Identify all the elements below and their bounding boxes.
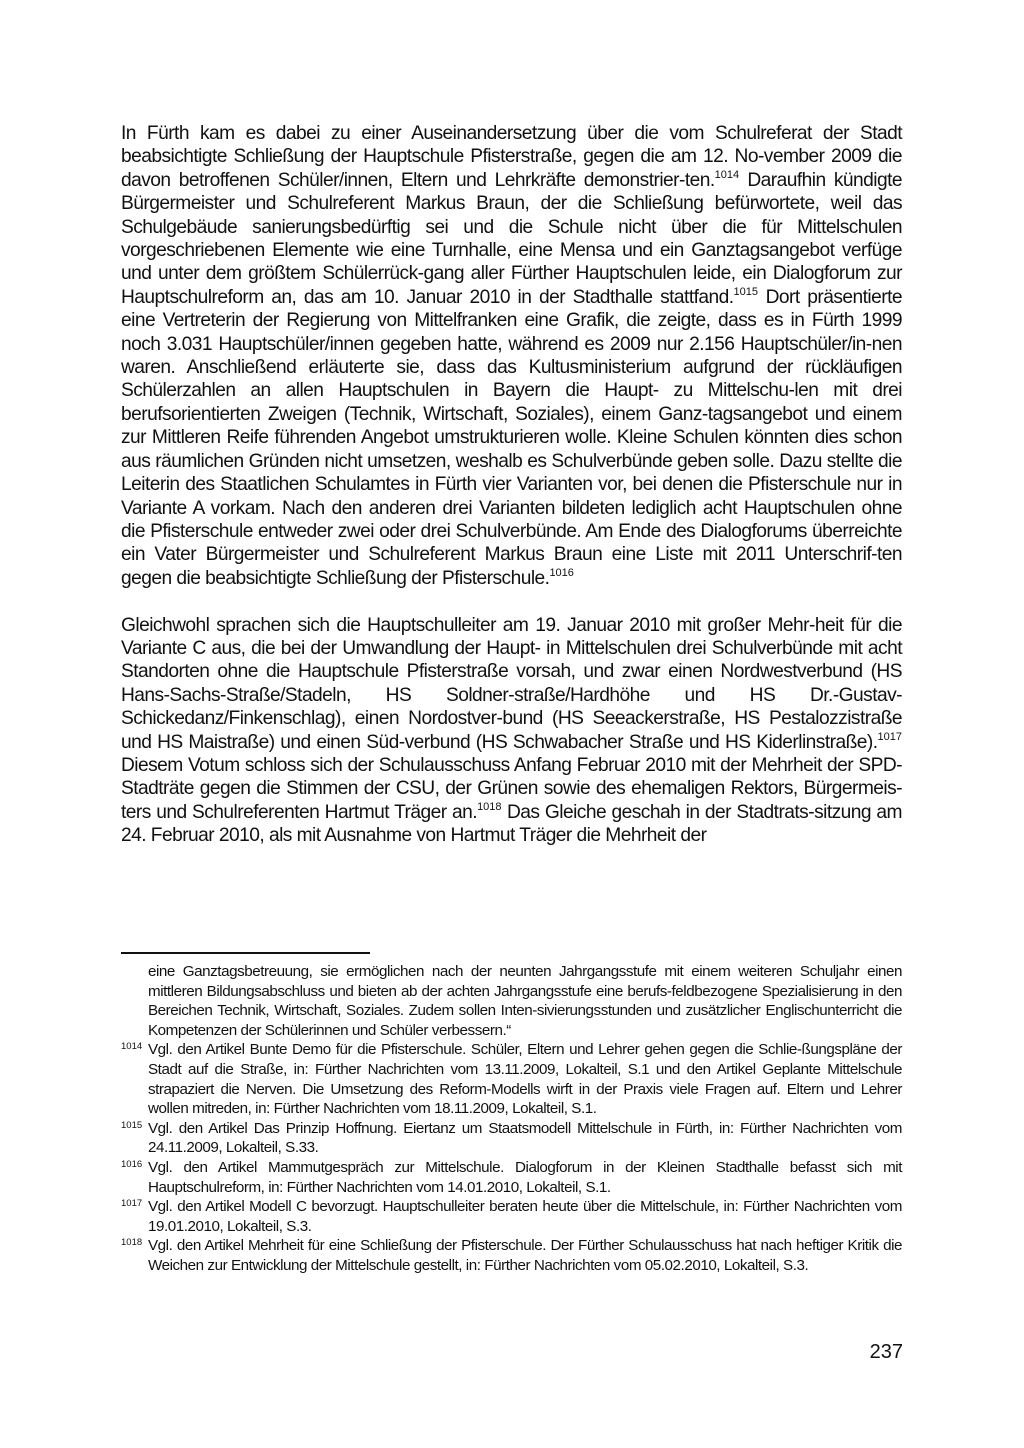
- footnote-number: 1018: [121, 1237, 143, 1249]
- paragraph-text: Dort präsentierte eine Vertreterin der Regierung von Mittelfranken eine Grafik, die zeigte, dass es in Fürth 1999 noch 3.031 Hauptschüler/innen gegeben hatte, während es 2009 nur 2.156 Hauptschüler/in-nen waren. Anschließend erläuterte sie, dass das Kultusministerium aufgrund der rückläufigen Schülerzahlen an allen Hauptschulen in Bayern die Haupt- zu Mittelschu-len mit drei berufsorientierten Zweigen (Technik, Wirtschaft, Soziales), einem Ganz-tagsangebot und einem zur Mittleren Reife führenden Angebot umstrukturieren wolle. Kleine Schulen könnten dies schon aus räumlichen Gründen nicht umsetzen, weshalb es Schulverbünde geben solle. Dazu stellte die Leiterin des Staatlichen Schulamtes in Fürth vier Varianten vor, bei denen die Pfisterschule nur in Variante A vorkam. Nach den anderen drei Varianten bildeten lediglich acht Hauptschulen ohne die Pfisterschule entweder zwei oder drei Schulverbünde. Am Ende des Dialogforums überreichte ein Vater Bürgermeister und Schulreferent Markus Braun eine Liste mit 2011 Unterschrif-ten gegen die beabsichtigte Schließung der Pfisterschule.: [121, 286, 902, 589]
- footnote-continuation: [121, 962, 902, 1040]
- footnote-1014: [121, 1040, 902, 1118]
- footnote-text: Vgl. den Artikel Bunte Demo für die Pfisterschule. Schüler, Eltern und Lehrer gehen gegen die Schlie-ßungspläne der Stadt auf die Straße, in: Fürther Nachrichten vom 13.11.2009, Lokalteil, S.1 und den Artikel Geplante Mittelschule strapaziert die Nerven. Die Umsetzung des Reform-Modells wirft in der Praxis viele Fragen auf. Eltern und Lehrer wollen mitreden, in: Fürther Nachrichten vom 18.11.2009, Lokalteil, S.1.: [148, 1041, 902, 1118]
- paragraph-2: [121, 614, 902, 848]
- footnote-number: 1017: [121, 1198, 143, 1210]
- footnote-reference-1015[interactable]: 1015: [733, 285, 759, 298]
- paragraph-text: Gleichwohl sprachen sich die Hauptschulleiter am 19. Januar 2010 mit großer Mehr-heit für die Variante C aus, die bei der Umwandlung der Haupt- in Mittelschulen drei Schulverbünde mit acht Standorten ohne die Hauptschule Pfisterstraße vorsah, und zwar einen Nordwestverbund (HS Hans-Sachs-Straße/Stadeln, HS Soldner-straße/Hardhöhe und HS Dr.-Gustav-Schickedanz/Finkenschlag), einen Nordostver-bund (HS Seeackerstraße, HS Pestalozzistraße und HS Maistraße) und einen Süd-verbund (HS Schwabacher Straße und HS Kiderlinstraße).: [121, 614, 902, 753]
- footnote-reference-1018[interactable]: 1018: [477, 800, 502, 813]
- footnote-number: 1014: [121, 1041, 143, 1053]
- footnote-text: eine Ganztagsbetreuung, sie ermöglichen nach der neunten Jahrgangsstufe mit einem weiteren Schuljahr einen mittleren Bildungsabschluss und bieten ab der achten Jahrgangsstufe eine berufs-feldbezogene Spezialisierung in den Bereichen Technik, Wirtschaft, Soziales. Zudem sollen Inten-sivierungsstunden und zusätzlicher Englischunterricht die Kompetenzen der Schülerinnen und Schüler verbessern.“: [148, 963, 902, 1039]
- footnote-number: 1016: [121, 1158, 143, 1170]
- footnote-separator: [121, 952, 370, 954]
- footnotes: [121, 962, 902, 1276]
- paragraph-1: [121, 122, 902, 590]
- footnote-1016: [121, 1158, 902, 1197]
- footnote-text: Vgl. den Artikel Mammutgespräch zur Mittelschule. Dialogforum in der Kleinen Stadthalle befasst sich mit Hauptschulreform, in: Fürther Nachrichten vom 14.01.2010, Lokalteil, S.1.: [148, 1158, 902, 1196]
- footnote-1015: [121, 1119, 902, 1158]
- footnote-text: Vgl. den Artikel Modell C bevorzugt. Hauptschulleiter beraten heute über die Mittelschule, in: Fürther Nachrichten vom 19.01.2010, Lokalteil, S.3.: [148, 1198, 902, 1235]
- footnote-text: Vgl. den Artikel Das Prinzip Hoffnung. Eiertanz um Staatsmodell Mittelschule in Fürth, in: Fürther Nachrichten vom 24.11.2009, Lokalteil, S.33.: [148, 1119, 902, 1157]
- body-text: [121, 122, 902, 848]
- footnote-reference-1016[interactable]: 1016: [549, 566, 574, 579]
- footnote-1017: [121, 1197, 902, 1236]
- footnote-1018: [121, 1236, 902, 1275]
- page-number: 237: [869, 1341, 903, 1363]
- footnote-number: 1015: [121, 1119, 143, 1131]
- footnote-text: Vgl. den Artikel Mehrheit für eine Schließung der Pfisterschule. Der Fürther Schulausschuss hat nach heftiger Kritik die Weichen zur Entwicklung der Mittelschule gestellt, in: Fürther Nachrichten vom 05.02.2010, Lokalteil, S.3.: [148, 1237, 902, 1274]
- paragraph-text: In Fürth kam es dabei zu einer Auseinandersetzung über die vom Schulreferat der Stadt beabsichtigte Schließung der Hauptschule Pfisterstraße, gegen die am 12. No-vember 2009 die davon betroffenen Schüler/innen, Eltern und Lehrkräfte demonstrier-ten.: [121, 123, 902, 191]
- paragraph-text: Diesem Votum schloss sich der Schulausschuss Anfang Februar 2010 mit der Mehrheit der SPD-Stadträte gegen die Stimmen der CSU, der Grünen sowie des ehemaligen Rektors, Bürgermeis-ters und Schulreferenten Hartmut Träger an.: [121, 754, 902, 823]
- footnote-reference-1014[interactable]: 1014: [714, 168, 740, 181]
- paragraph-text: Das Gleiche geschah in der Stadtrats-sitzung am 24. Februar 2010, als mit Ausnahme von Hartmut Träger die Mehrheit der: [121, 801, 902, 847]
- paragraph-text: Daraufhin kündigte Bürgermeister und Schulreferent Markus Braun, der die Schließung befürwortete, weil das Schulgebäude sanierungsbedürftig sei und die Schule nicht über die für Mittelschulen vorgeschriebenen Elemente wie eine Turnhalle, eine Mensa und ein Ganztagsangebot verfüge und unter dem größtem Schülerrück-gang aller Fürther Hauptschulen leide, ein Dialogforum zur Hauptschulreform an, das am 10. Januar 2010 in der Stadthalle stattfand.: [121, 169, 903, 308]
- footnote-reference-1017[interactable]: 1017: [877, 730, 902, 743]
